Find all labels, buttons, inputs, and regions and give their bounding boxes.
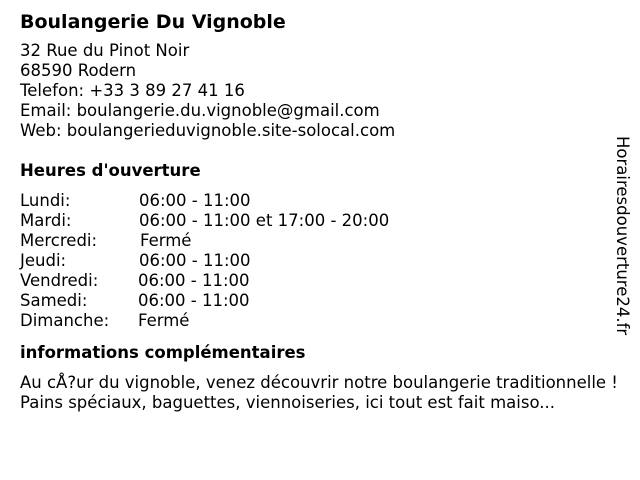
hours-day: Mardi: bbox=[20, 211, 72, 230]
hours-time: Fermé bbox=[138, 311, 190, 330]
address-street: 32 Rue du Pinot Noir bbox=[20, 41, 190, 60]
hours-time: Fermé bbox=[140, 231, 192, 250]
business-name: Boulangerie Du Vignoble bbox=[20, 11, 286, 33]
hours-day: Jeudi: bbox=[20, 251, 67, 270]
hours-time: 06:00 - 11:00 bbox=[138, 291, 250, 310]
hours-heading: Heures d'ouverture bbox=[20, 161, 201, 180]
phone-line: Telefon: +33 3 89 27 41 16 bbox=[20, 81, 245, 100]
hours-day: Vendredi: bbox=[20, 271, 99, 290]
hours-day: Lundi: bbox=[20, 191, 71, 210]
hours-day: Dimanche: bbox=[20, 311, 110, 330]
hours-row-monday bbox=[20, 191, 616, 211]
hours-time: 06:00 - 11:00 bbox=[138, 271, 250, 290]
web-line: Web: boulangerieduvignoble.site-solocal.com bbox=[20, 121, 396, 140]
hours-row-sunday bbox=[20, 311, 616, 331]
hours-day: Mercredi: bbox=[20, 231, 98, 250]
site-watermark: Horairesdouverture24.fr bbox=[613, 136, 632, 336]
info-heading: informations complémentaires bbox=[20, 343, 306, 362]
hours-time: 06:00 - 11:00 bbox=[139, 251, 251, 270]
hours-row-tuesday bbox=[20, 211, 616, 231]
hours-time: 06:00 - 11:00 et 17:00 - 20:00 bbox=[139, 211, 390, 230]
address-city: 68590 Rodern bbox=[20, 61, 137, 80]
business-description: Au cÅ?ur du vignoble, venez découvrir notre boulangerie traditionnelle ! Pains spéciaux, baguettes, viennoiseries, ici tout est fait maiso... bbox=[20, 373, 618, 412]
hours-row-thursday bbox=[20, 251, 616, 271]
email-line: Email: boulangerie.du.vignoble@gmail.com bbox=[20, 101, 380, 120]
hours-row-wednesday bbox=[20, 231, 616, 251]
business-card bbox=[20, 10, 616, 413]
hours-row-saturday bbox=[20, 291, 616, 311]
hours-row-friday bbox=[20, 271, 616, 291]
hours-time: 06:00 - 11:00 bbox=[139, 191, 251, 210]
hours-day: Samedi: bbox=[20, 291, 88, 310]
